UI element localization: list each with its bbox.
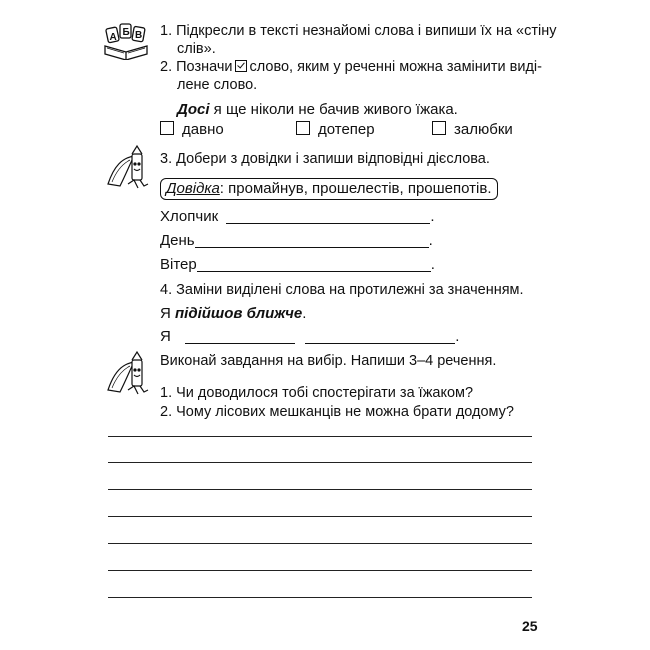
row-label: Хлопчик bbox=[160, 208, 219, 225]
choice-question-1: 1. Чи доводилося тобі спостерігати за їжаком? bbox=[160, 385, 474, 401]
task4-sentence bbox=[160, 304, 306, 323]
task1-line1: 1. Підкресли в тексті незнайомі слова і випиши їх на «стіну bbox=[160, 23, 557, 39]
svg-text:В: В bbox=[135, 30, 143, 41]
sentence-rest: я ще ніколи не бачив живого їжака. bbox=[209, 101, 458, 118]
answer-blank[interactable] bbox=[195, 233, 429, 248]
pencil-character-icon bbox=[104, 144, 154, 190]
task1-line3 bbox=[160, 58, 542, 76]
row-label: День bbox=[160, 232, 195, 249]
checkbox[interactable] bbox=[432, 121, 446, 135]
row-day: День . bbox=[160, 232, 433, 249]
answer-blank[interactable] bbox=[226, 209, 430, 224]
hint-label: Довідка bbox=[166, 180, 220, 197]
writing-line[interactable] bbox=[108, 543, 532, 544]
sentence-start: Я bbox=[160, 305, 175, 322]
checkbox[interactable] bbox=[160, 121, 174, 135]
row-wind: Вітер . bbox=[160, 256, 435, 273]
writing-line[interactable] bbox=[108, 436, 532, 437]
writing-line[interactable] bbox=[108, 597, 532, 598]
writing-line[interactable] bbox=[108, 570, 532, 571]
pencil-character-icon bbox=[104, 350, 154, 396]
svg-text:Б: Б bbox=[122, 27, 130, 38]
choice-question-2: 2. Чому лісових мешканців не можна брати додому? bbox=[160, 404, 514, 420]
answer-start: Я bbox=[160, 328, 171, 345]
row-label: Вітер bbox=[160, 256, 197, 273]
checkbox[interactable] bbox=[296, 121, 310, 135]
book-abc-icon bbox=[102, 20, 150, 60]
writing-line[interactable] bbox=[108, 516, 532, 517]
checkmark-box-icon bbox=[235, 60, 247, 72]
task3-title: 3. Добери з довідки і запиши відповідні дієслова. bbox=[160, 151, 490, 167]
sentence-bold-word: Досі bbox=[177, 101, 210, 118]
writing-line[interactable] bbox=[108, 462, 532, 463]
row-boy: Хлопчик . bbox=[160, 208, 435, 225]
task1-line3b: слово, яким у реченні можна замінити виді- bbox=[249, 59, 542, 75]
option-label: давно bbox=[182, 121, 224, 138]
answer-blank[interactable] bbox=[185, 329, 295, 344]
choice-title: Виконай завдання на вибір. Напиши 3–4 речення. bbox=[160, 353, 497, 369]
option-label: дотепер bbox=[318, 121, 375, 138]
page-number: 25 bbox=[522, 618, 538, 634]
task1-line4: лене слово. bbox=[177, 77, 258, 93]
hint-box bbox=[160, 179, 498, 198]
option-2[interactable] bbox=[296, 120, 375, 139]
sentence-end: . bbox=[302, 305, 307, 322]
task1-sentence bbox=[177, 100, 458, 119]
task1-line3a: 2. Позначи bbox=[160, 59, 233, 75]
option-1[interactable] bbox=[160, 120, 224, 139]
hint-text: : промайнув, прошелестів, прошепотів. bbox=[219, 180, 492, 197]
sentence-bold-phrase: підійшов ближче bbox=[175, 305, 303, 322]
answer-blank[interactable] bbox=[197, 257, 431, 272]
option-3[interactable] bbox=[432, 120, 513, 139]
writing-line[interactable] bbox=[108, 489, 532, 490]
task4-answer: Я . bbox=[160, 328, 460, 345]
option-label: залюбки bbox=[454, 121, 513, 138]
task1-line2: слів». bbox=[177, 41, 216, 57]
answer-blank[interactable] bbox=[305, 329, 455, 344]
task4-title: 4. Заміни виділені слова на протилежні за значенням. bbox=[160, 282, 524, 298]
svg-text:А: А bbox=[109, 32, 117, 43]
